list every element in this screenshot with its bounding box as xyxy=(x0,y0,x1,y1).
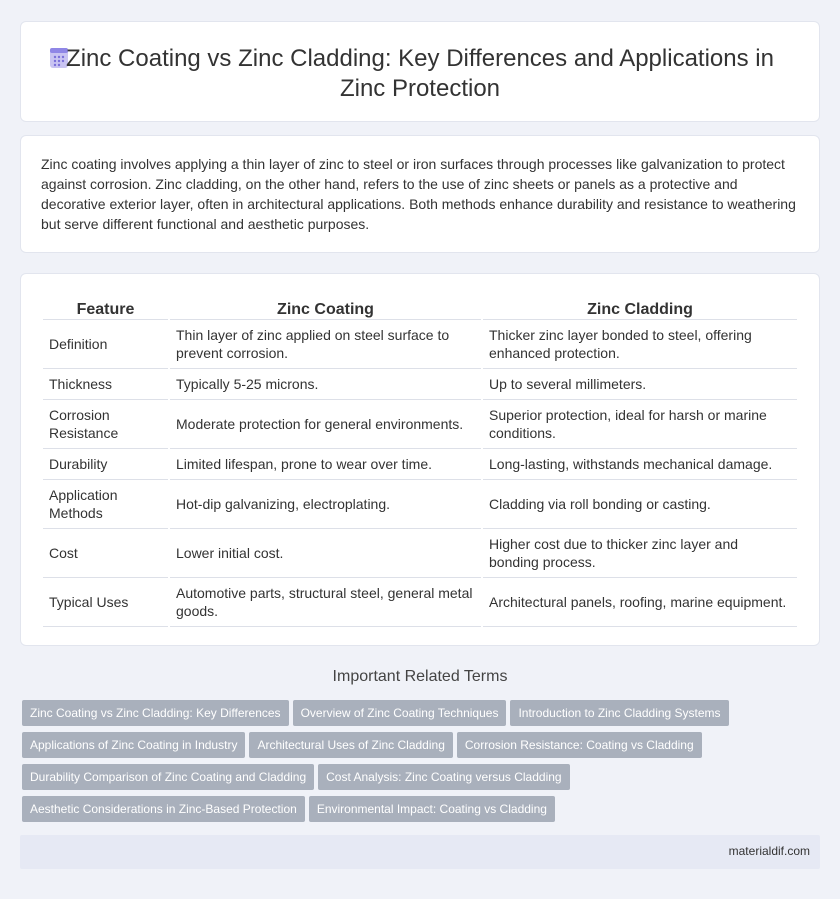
tag-row xyxy=(22,700,822,732)
zinc-coating-cell: Automotive parts, structural steel, general metal goods. xyxy=(170,578,481,627)
zinc-coating-cell: Typically 5-25 microns. xyxy=(170,369,481,400)
related-term-tag[interactable]: Environmental Impact: Coating vs Cladding xyxy=(309,796,555,822)
column-header: Zinc Cladding xyxy=(483,296,797,320)
feature-cell: Application Methods xyxy=(43,480,168,529)
feature-cell: Corrosion Resistance xyxy=(43,400,168,449)
intro-card xyxy=(20,135,820,253)
tag-row xyxy=(22,764,822,796)
related-term-tag[interactable]: Durability Comparison of Zinc Coating and Cladding xyxy=(22,764,314,790)
feature-cell: Definition xyxy=(43,320,168,369)
zinc-coating-cell: Limited lifespan, prone to wear over time. xyxy=(170,449,481,480)
tag-row xyxy=(22,796,822,828)
zinc-coating-cell: Hot-dip galvanizing, electroplating. xyxy=(170,480,481,529)
feature-cell: Durability xyxy=(43,449,168,480)
feature-cell: Cost xyxy=(43,529,168,578)
column-header: Zinc Coating xyxy=(170,296,481,320)
footer-bar xyxy=(20,835,820,869)
zinc-cladding-cell: Thicker zinc layer bonded to steel, offering enhanced protection. xyxy=(483,320,797,369)
related-term-tag[interactable]: Corrosion Resistance: Coating vs Cladding xyxy=(457,732,702,758)
comparison-table-card xyxy=(20,273,820,646)
table-row xyxy=(43,400,797,449)
related-term-tag[interactable]: Introduction to Zinc Cladding Systems xyxy=(510,700,728,726)
table-row xyxy=(43,320,797,369)
table-row xyxy=(43,578,797,627)
feature-cell: Thickness xyxy=(43,369,168,400)
zinc-cladding-cell: Architectural panels, roofing, marine equipment. xyxy=(483,578,797,627)
comparison-table xyxy=(41,296,799,627)
zinc-coating-cell: Lower initial cost. xyxy=(170,529,481,578)
related-terms-heading: Important Related Terms xyxy=(332,668,508,685)
table-row xyxy=(43,369,797,400)
related-term-tag[interactable]: Architectural Uses of Zinc Cladding xyxy=(249,732,452,758)
column-header: Feature xyxy=(43,296,168,320)
zinc-coating-cell: Thin layer of zinc applied on steel surface to prevent corrosion. xyxy=(170,320,481,369)
header-card xyxy=(20,21,820,122)
table-row xyxy=(43,529,797,578)
table-header-row xyxy=(43,296,797,320)
zinc-cladding-cell: Up to several millimeters. xyxy=(483,369,797,400)
feature-cell: Typical Uses xyxy=(43,578,168,627)
zinc-cladding-cell: Long-lasting, withstands mechanical damage. xyxy=(483,449,797,480)
site-link[interactable]: materialdif.com xyxy=(728,844,810,858)
zinc-cladding-cell: Cladding via roll bonding or casting. xyxy=(483,480,797,529)
tag-row xyxy=(22,732,822,764)
related-term-tag[interactable]: Zinc Coating vs Zinc Cladding: Key Differences xyxy=(22,700,289,726)
related-term-tag[interactable]: Aesthetic Considerations in Zinc-Based Protection xyxy=(22,796,305,822)
page-title: Zinc Coating vs Zinc Cladding: Key Differences and Applications in Zinc Protection xyxy=(66,45,774,102)
zinc-cladding-cell: Superior protection, ideal for harsh or marine conditions. xyxy=(483,400,797,449)
zinc-cladding-cell: Higher cost due to thicker zinc layer and bonding process. xyxy=(483,529,797,578)
related-terms-list xyxy=(22,700,822,828)
table-row xyxy=(43,449,797,480)
related-term-tag[interactable]: Applications of Zinc Coating in Industry xyxy=(22,732,245,758)
zinc-coating-cell: Moderate protection for general environments. xyxy=(170,400,481,449)
related-term-tag[interactable]: Overview of Zinc Coating Techniques xyxy=(293,700,507,726)
related-term-tag[interactable]: Cost Analysis: Zinc Coating versus Cladding xyxy=(318,764,569,790)
table-row xyxy=(43,480,797,529)
intro-paragraph: Zinc coating involves applying a thin layer of zinc to steel or iron surfaces through processes like galvanization to protect against corrosion. Zinc cladding, on the other hand, refers to the use of zinc sheets or panels as a protective and decorative exterior layer, often in architectural applications. Both methods enhance durability and resistance to weathering but serve different functional and aesthetic purposes. xyxy=(41,156,796,232)
